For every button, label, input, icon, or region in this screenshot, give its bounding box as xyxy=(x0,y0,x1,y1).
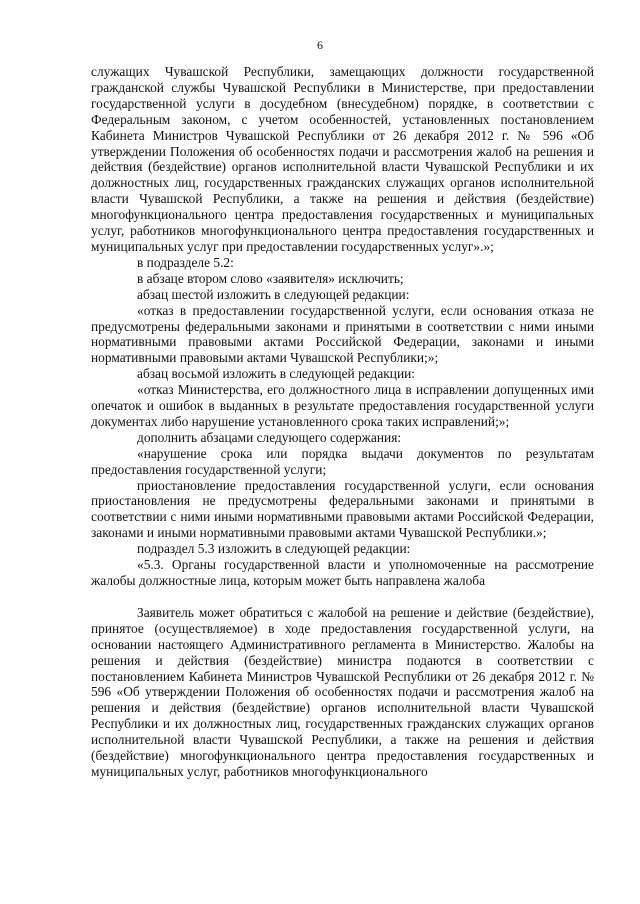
paragraph-abzac-eighth: абзац восьмой изложить в следующей редакции: xyxy=(137,366,416,382)
paragraph-subsection-5-3: подраздел 5.3 изложить в следующей редакции: xyxy=(137,541,411,557)
paragraph-violation-quote: «нарушение срока или порядка выдачи документов по результатам предоставления государственной услуги; xyxy=(91,445,594,477)
document-body xyxy=(91,64,594,780)
paragraph-refusal-quote: «отказ в предоставлении государственной услуги, если основания отказа не предусмотрены федеральными законами и принятыми в соответствии с ними иными нормативными правовыми актами Российской Федерации, законами и иными нормативными правовыми актами Чувашской Республики;»; xyxy=(91,302,594,366)
paragraph-gap xyxy=(91,589,594,605)
paragraph-add-abzacs: дополнить абзацами следующего содержания: xyxy=(137,429,402,445)
paragraph-applicant: Заявитель может обратиться с жалобой на решение и действие (бездействие), принятое (осуществляемое) в ходе предоставления государственной услуги, на основании настоящего Административного регламента в Министерство. Жалобы на решения и действия (бездействие) министра подаются в соответствии с постановлением Кабинета Министров Чувашской Республики от 26 декабря 2012 г. № 596 «Об утверждении Положения об особенностях подачи и рассмотрения жалоб на решения и действия (бездействие) органов исполнительной власти Чувашской Республики и их должностных лиц, государственных гражданских служащих органов исполнительной власти Чувашской Республики, а также на решения и действия (бездействие) многофункционального центра предоставления государственных и муниципальных услуг, работников многофункционального xyxy=(91,604,594,779)
paragraph-abzac-second: в абзаце втором слово «заявителя» исключить; xyxy=(137,270,404,286)
paragraph-suspension: приостановление предоставления государственной услуги, если основания приостановления не предусмотрены федеральными законами и принятыми в соответствии с ними иными нормативными правовыми актами Российской Федерации, законами и иными нормативными правовыми актами Чувашской Республики.»; xyxy=(91,477,594,541)
paragraph-continuation: служащих Чувашской Республики, замещающих должности государственной гражданской службы Чувашской Республики в Министерстве, при предоставлении государственной услуги в досудебном (внесудебном) порядке, в соответствии с Федеральным законом, с учетом особенностей, установленных постановлением Кабинета Министров Чувашской Республики от 26 декабря 2012 г. № 596 «Об утверждении Положения об особенностях подачи и рассмотрения жалоб на решения и действия (бездействие) органов исполнительной власти Чувашской Республики и их должностных лиц, государственных гражданских служащих органов исполнительной власти Чувашской Республики, а также на решения и действия (бездействие) многофункционального центра предоставления государственных и муниципальных услуг, работников многофункционального центра предоставления государственных и муниципальных услуг при предоставлении государственных услуг».»; xyxy=(91,64,594,254)
paragraph-5-3-heading: «5.3. Органы государственной власти и уполномоченные на рассмотрение жалобы должностные лица, которым может быть направлена жалоба xyxy=(91,557,594,588)
page-number: 6 xyxy=(317,38,323,52)
paragraph-ministry-refusal-quote: «отказ Министерства, его должностного лица в исправлении допущенных ими опечаток и ошибок в выданных в результате предоставления государственной услуги документах либо нарушение установленного срока таких исправлений;»; xyxy=(91,382,594,429)
paragraph-subsection-5-2: в подразделе 5.2: xyxy=(137,254,234,270)
paragraph-abzac-sixth: абзац шестой изложить в следующей редакции: xyxy=(137,286,410,302)
